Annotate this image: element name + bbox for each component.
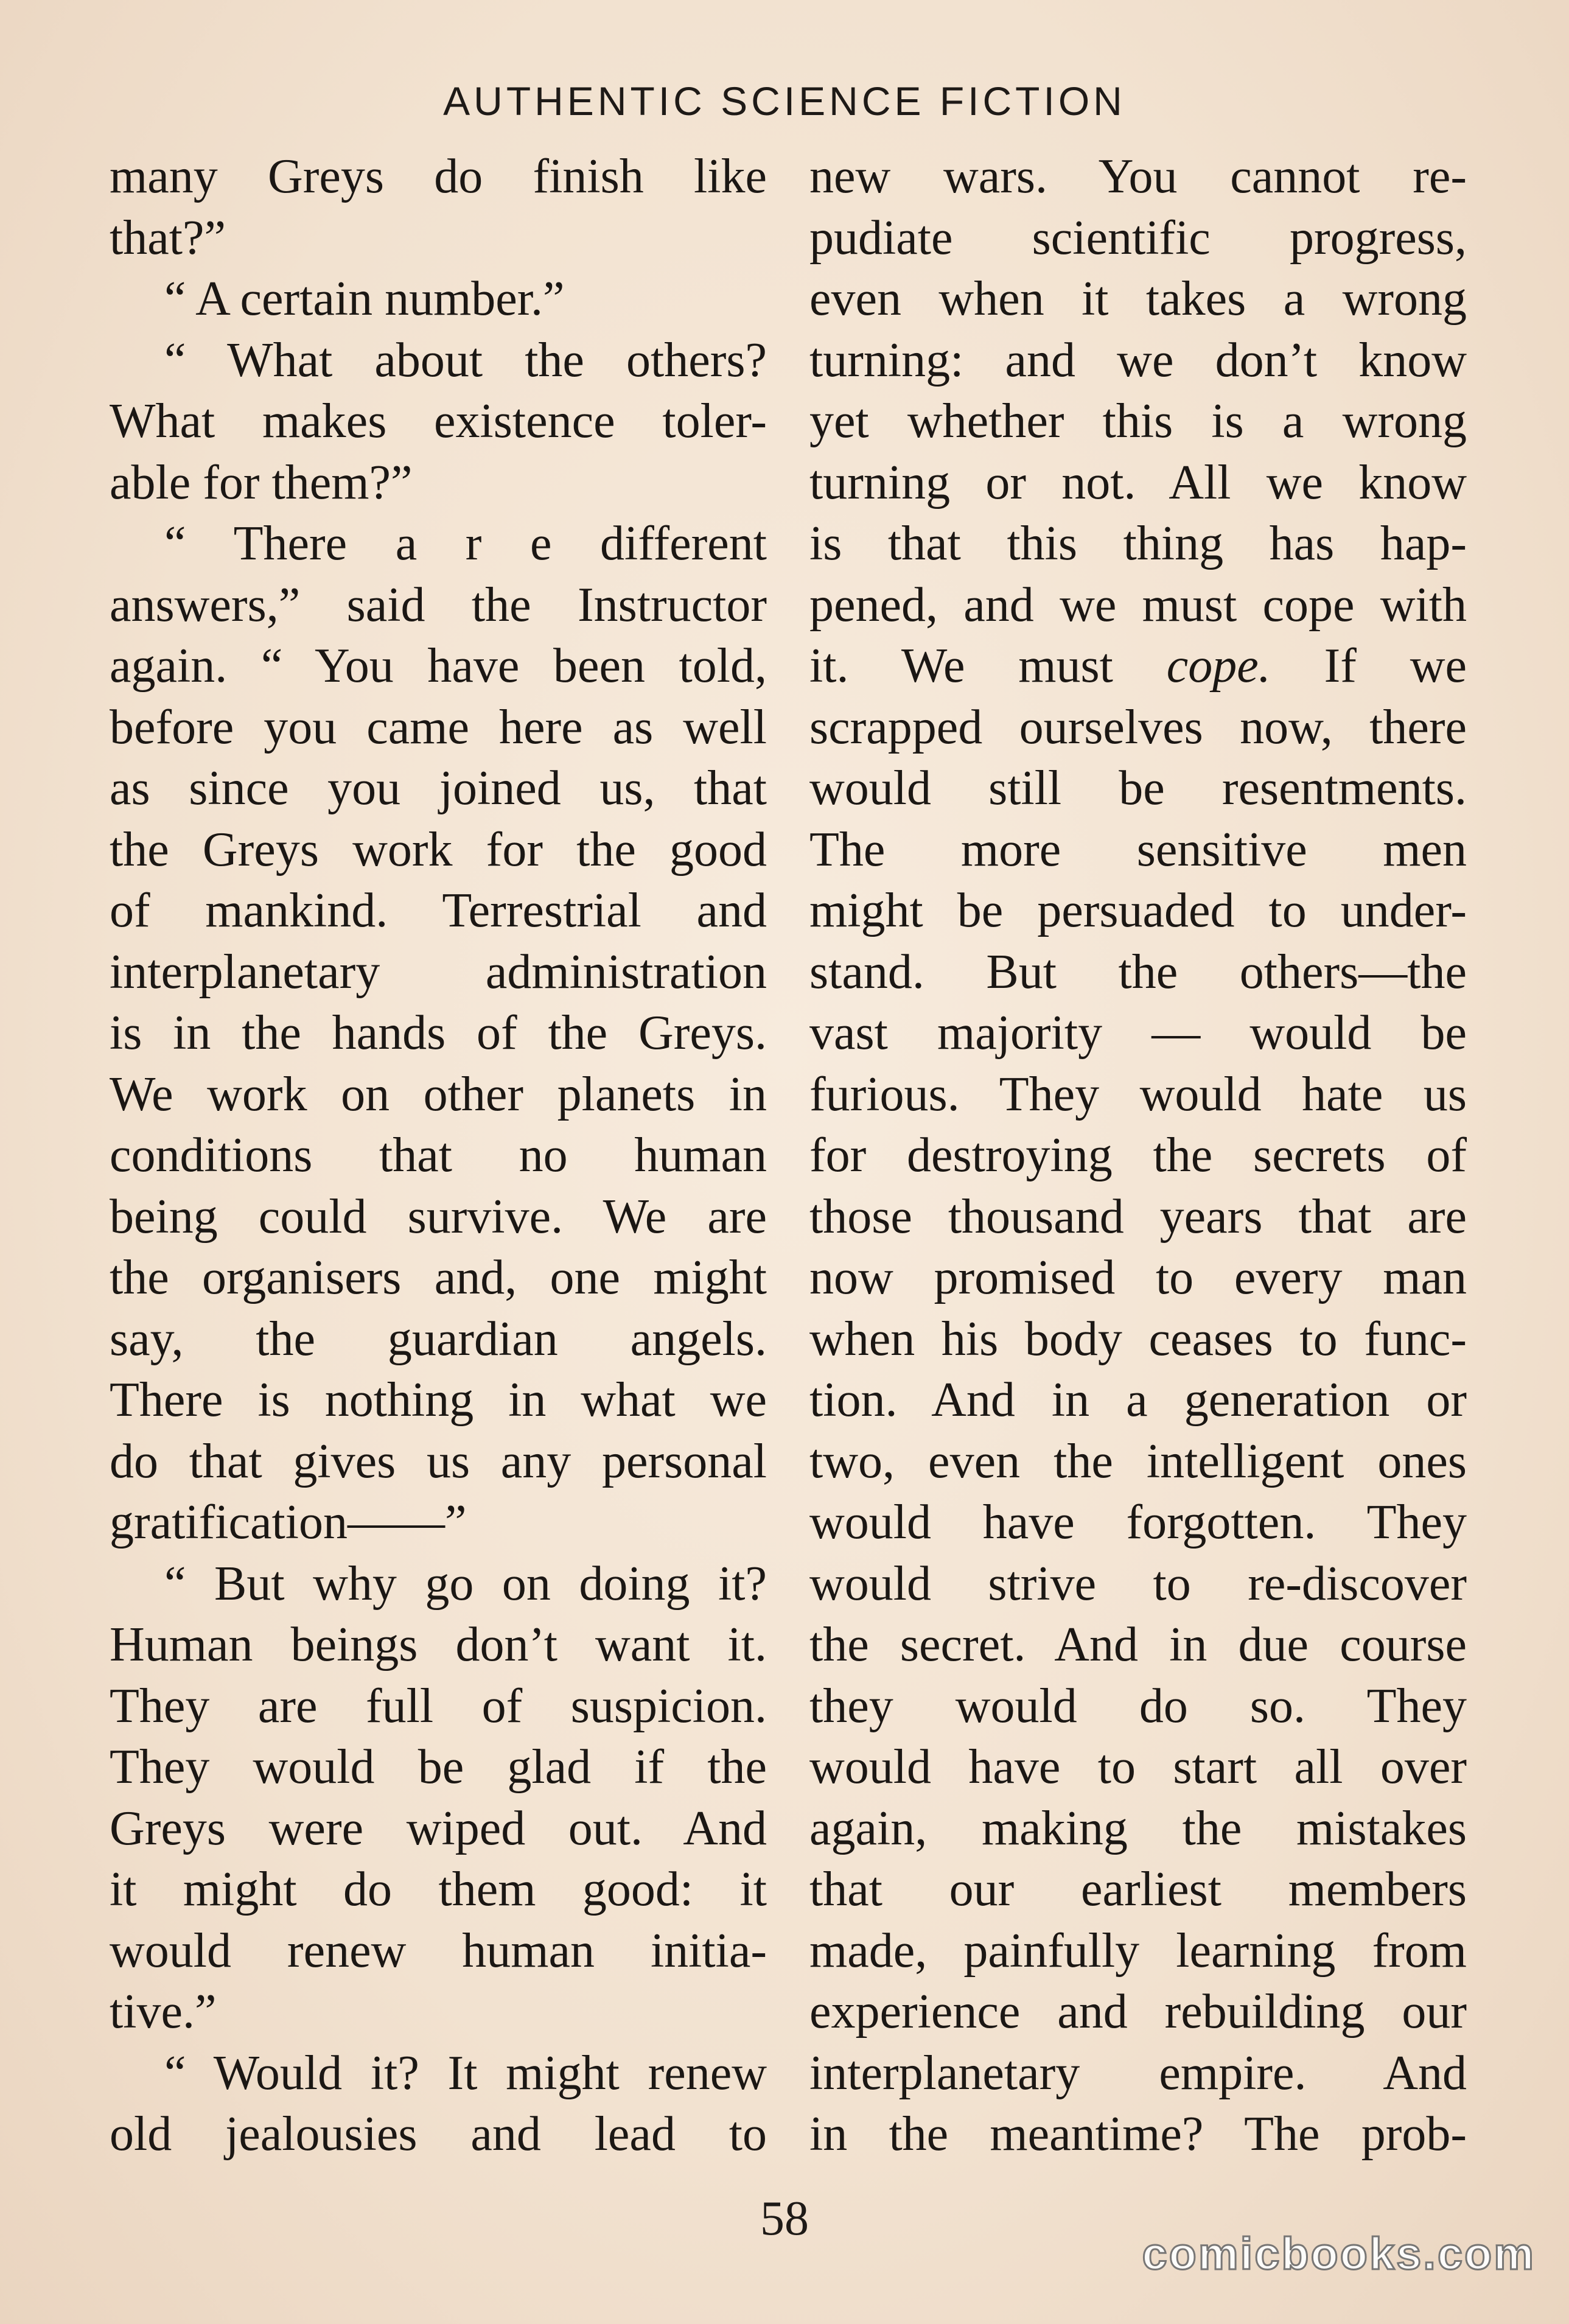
text-line: able for them?”	[110, 455, 413, 509]
text-line: the secret. And in due course	[809, 1618, 1467, 1671]
text-line: scrapped ourselves now, there	[809, 700, 1467, 754]
text-line: Human beings don’t want it.	[110, 1618, 767, 1671]
text-line: before you came here as well	[110, 700, 767, 754]
text-line: that our earliest members	[809, 1863, 1467, 1916]
text-line: “ What about the others?	[164, 333, 767, 387]
text-line: would renew human initia-	[110, 1923, 767, 1978]
text-line: tive.”	[110, 1985, 217, 2039]
text-segment: If we	[1324, 639, 1467, 693]
text-line: say, the guardian angels.	[110, 1312, 767, 1366]
text-line: interplanetary administration	[110, 945, 767, 999]
page-number: 58	[760, 2192, 809, 2245]
text-line: There is nothing in what we	[110, 1373, 767, 1427]
text-line: when his body ceases to func-	[809, 1312, 1467, 1366]
text-line: it might do them good: it	[110, 1863, 767, 1916]
text-line	[809, 635, 1467, 697]
text-line: would have to start all over	[809, 1740, 1467, 1794]
text-line: even when it takes a wrong	[809, 272, 1467, 326]
text-line: those thousand years that are	[809, 1189, 1467, 1244]
text-line: for destroying the secrets of	[809, 1129, 1467, 1182]
text-line: The more sensitive men	[809, 822, 1467, 877]
text-line: would have forgotten. They	[809, 1496, 1467, 1549]
text-line: interplanetary empire. And	[809, 2046, 1467, 2100]
text-line: What makes existence toler-	[110, 394, 767, 448]
text-line: as since you joined us, that	[110, 761, 767, 815]
text-line: they would do so. They	[809, 1679, 1467, 1733]
text-line: conditions that no human	[110, 1129, 767, 1182]
text-line: do that gives us any personal	[110, 1434, 767, 1488]
right-text-column	[809, 146, 1467, 2165]
text-line: old jealousies and lead to	[110, 2107, 767, 2161]
text-line: pened, and we must cope with	[809, 578, 1467, 632]
left-text-column	[110, 146, 767, 2165]
text-line: pudiate scientific progress,	[809, 211, 1467, 265]
text-line: yet whether this is a wrong	[809, 394, 1467, 448]
text-line: answers,” said the Instructor	[110, 578, 767, 632]
text-line: new wars. You cannot re-	[809, 150, 1467, 203]
text-line: that?”	[110, 211, 226, 265]
text-line: many Greys do finish like	[110, 150, 767, 203]
text-segment: it. We must	[809, 639, 1113, 693]
text-line: the Greys work for the good	[110, 822, 767, 877]
text-line: “ But why go on doing it?	[164, 1556, 767, 1611]
text-line: now promised to every man	[809, 1251, 1467, 1304]
italic-text: cope.	[1166, 639, 1271, 693]
text-line: “ A certain number.”	[164, 272, 565, 326]
text-line: made, painfully learning from	[809, 1923, 1467, 1978]
watermark-logo: comicbooks.com	[1142, 2228, 1536, 2279]
text-line: would still be resentments.	[809, 761, 1467, 815]
text-line: in the meantime? The prob-	[809, 2107, 1467, 2161]
text-line: furious. They would hate us	[809, 1067, 1467, 1121]
text-line: We work on other planets in	[110, 1067, 767, 1121]
text-line: They would be glad if the	[110, 1740, 767, 1794]
text-line: turning or not. All we know	[809, 455, 1467, 509]
text-line: being could survive. We are	[110, 1189, 767, 1244]
text-line: is in the hands of the Greys.	[110, 1006, 767, 1060]
text-line: stand. But the others—the	[809, 945, 1467, 999]
text-line: Greys were wiped out. And	[110, 1801, 767, 1855]
text-line: the organisers and, one might	[110, 1251, 767, 1304]
text-line: They are full of suspicion.	[110, 1679, 767, 1733]
text-line: tion. And in a generation or	[809, 1373, 1467, 1427]
text-line: turning: and we don’t know	[809, 333, 1467, 387]
text-line: experience and rebuilding our	[809, 1985, 1467, 2039]
text-line: is that this thing has hap-	[809, 517, 1467, 570]
text-line: again, making the mistakes	[809, 1801, 1467, 1855]
running-header: AUTHENTIC SCIENCE FICTION	[443, 79, 1126, 124]
text-line: “ Would it? It might renew	[164, 2046, 767, 2100]
text-line: again. “ You have been told,	[110, 639, 767, 693]
text-line: “ There a r e different	[164, 517, 767, 570]
text-line: gratification——”	[110, 1496, 467, 1549]
text-line: would strive to re-discover	[809, 1556, 1467, 1611]
text-line: might be persuaded to under-	[809, 884, 1467, 937]
text-line: vast majority — would be	[809, 1006, 1467, 1060]
text-line: of mankind. Terrestrial and	[110, 884, 767, 937]
text-line: two, even the intelligent ones	[809, 1434, 1467, 1488]
